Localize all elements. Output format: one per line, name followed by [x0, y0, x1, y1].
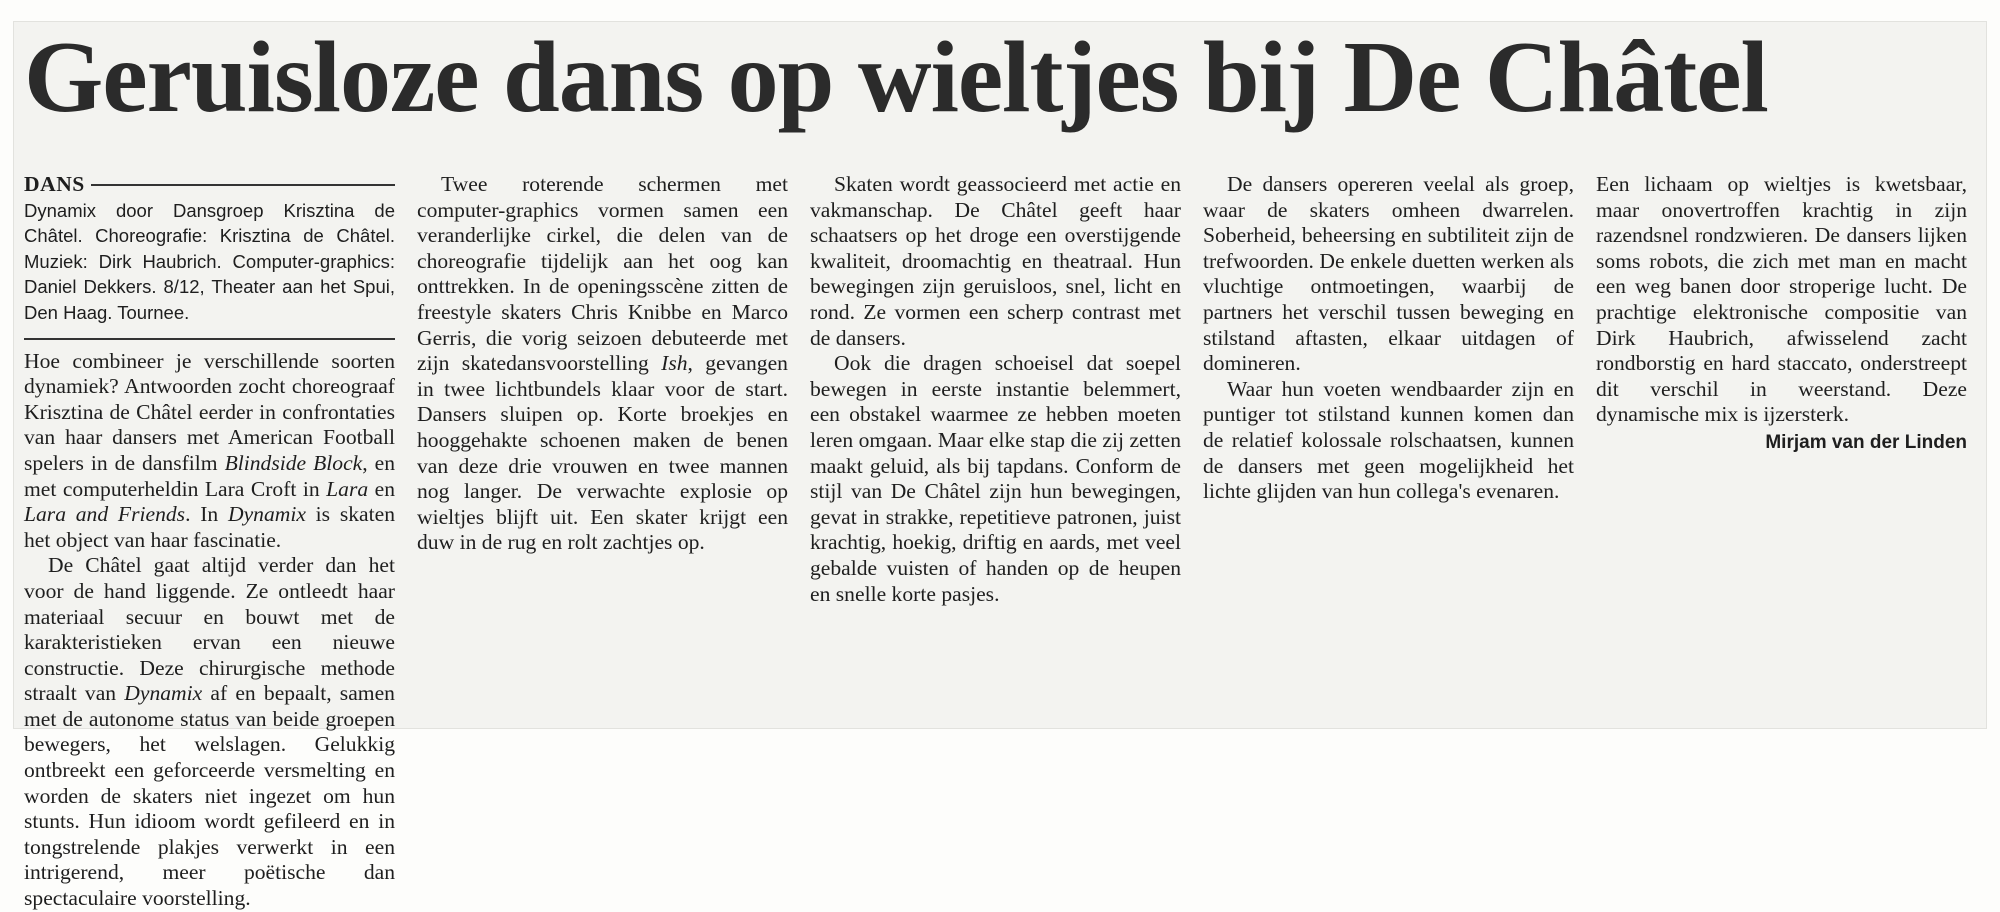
- paragraph: Twee roterende schermen met computer-graphics vormen samen een veranderlijke cirkel, die delen van de choreografie tijdelijk aan het oog kan onttrekken. In de openingsscène zitten de freestyle skaters Chris Knibbe en Marco Gerris, die vorig seizoen debuteerde met zijn skatedansvoorstelling Ish, gevangen in twee lichtbundels klaar voor de start. Dansers sluipen op. Korte broekjes en hooggehakte schoenen maken de benen van deze drie vrouwen en twee mannen nog langer. De verwachte explosie op wieltjes blijft uit. Een skater krijgt een duw in de rug en rolt zachtjes op.: [417, 172, 788, 555]
- column-3: [810, 172, 1181, 712]
- column-2: [417, 172, 788, 712]
- section-header: [24, 172, 395, 198]
- paragraph: Een lichaam op wieltjes is kwetsbaar, maar onovertroffen krachtig in zijn razendsnel rondzwieren. De dansers lijken soms robots, die zich met man en macht een weg banen door stroperige lucht. De prachtige elektronische compositie van Dirk Haubrich, afwisselend zacht rondborstig en hard staccato, onderstreept dit verschil in weerstand. Deze dynamische mix is ijzersterk.: [1596, 172, 1967, 427]
- column-5: [1596, 172, 1967, 712]
- paragraph: De Châtel gaat altijd verder dan het voor de hand liggende. Ze ontleedt haar materiaal secuur en bouwt met de karakteristieken ervan een nieuwe constructie. Deze chirurgische methode straalt van Dynamix af en bepaalt, samen met de autonome status van beide groepen bewegers, het welslagen. Gelukkig ontbreekt een geforceerde versmelting en worden de skaters niet ingezet om hun stunts. Hun idioom wordt gefileerd en in tongstrelende plakjes verwerkt in een intrigerend, meer poëtische dan spectaculaire voorstelling.: [24, 553, 395, 911]
- credits-block: Dynamix door Dansgroep Krisztina de Châtel. Choreografie: Krisztina de Châtel. Muziek: Dirk Haubrich. Computer-graphics: Daniel Dekkers. 8/12, Theater aan het Spui, Den Haag. Tournee.: [24, 199, 395, 323]
- column-1: [24, 172, 395, 911]
- article-body: [24, 172, 1970, 911]
- byline: Mirjam van der Linden: [1765, 431, 1967, 453]
- paragraph: De dansers opereren veelal als groep, waar de skaters omheen dwarrelen. Soberheid, beheersing en subtiliteit zijn de trefwoorden. De enkele duetten werken als vluchtige ontmoetingen, waarbij de partners het verschil tussen beweging en stilstand aftasten, elkaar uitdagen of domineren.: [1203, 172, 1574, 376]
- paragraph: Ook die dragen schoeisel dat soepel bewegen in eerste instantie belemmert, een obstakel waarmee ze hebben moeten leren omgaan. Maar elke stap die zij zetten maakt geluid, als bij tapdans. Conform de stijl van De Châtel zijn hun bewegingen, gevat in strakke, repetitieve patronen, juist krachtig, hoekig, driftig en aards, met veel gebalde vuisten of handen op de heupen en snelle korte pasjes.: [810, 351, 1181, 606]
- paragraph: Skaten wordt geassocieerd met actie en vakmanschap. De Châtel geeft haar schaatsers op het droge een overstijgende kwaliteit, droomachtig en theatraal. Hun bewegingen zijn geruisloos, snel, licht en rond. Ze vormen een scherp contrast met de dansers.: [810, 172, 1181, 350]
- headline: Geruisloze dans op wieltjes bij De Châtel: [24, 21, 1768, 134]
- paragraph: Hoe combineer je verschillende soorten dynamiek? Antwoorden zocht choreograaf Krisztina de Châtel eerder in confrontaties van haar dansers met American Football spelers in de dansfilm Blindside Block, en met computerheldin Lara Croft in Lara en Lara and Friends. In Dynamix is skaten het object van haar fascinatie.: [24, 348, 395, 552]
- section-label: DANS: [24, 172, 85, 196]
- credits-separator: [24, 338, 395, 340]
- column-4: [1203, 172, 1574, 712]
- paragraph: Waar hun voeten wendbaarder zijn en puntiger tot stilstand kunnen komen dan de relatief kolossale rolschaatsen, kunnen de dansers met geen mogelijkheid het lichte glijden van hun collega's evenaren.: [1203, 376, 1574, 504]
- section-rule: [91, 184, 395, 186]
